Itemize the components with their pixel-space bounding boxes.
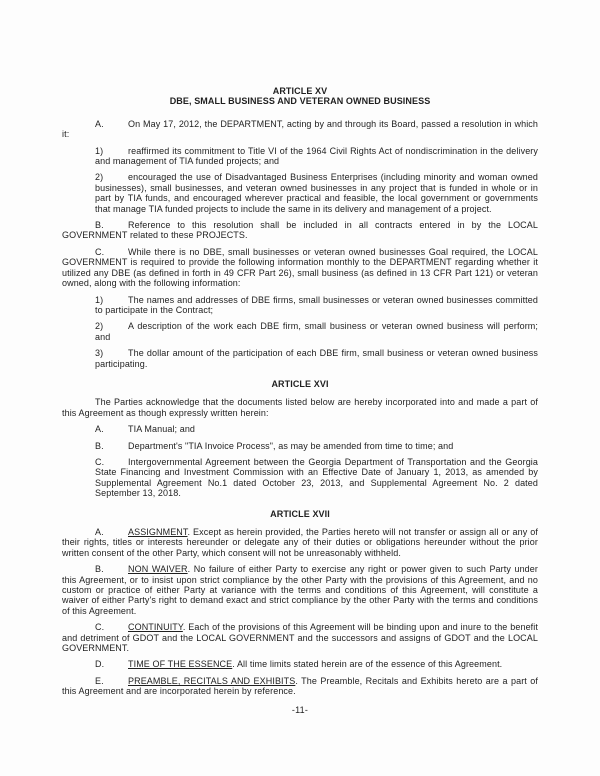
- paragraph-label: A.: [95, 118, 104, 129]
- clause-heading-time-of-essence: TIME OF THE ESSENCE: [128, 659, 233, 670]
- paragraph-label: E.: [95, 675, 104, 686]
- list-item-label: 2): [95, 321, 104, 332]
- list-item-xv-c2: [95, 321, 538, 342]
- clause-heading-non-waiver: NON WAIVER: [128, 564, 188, 575]
- list-item-text: encouraged the use of Disadvantaged Business Enterprises (including minority and woman owned businesses), small businesses, and veteran owned businesses in any project that is funded in whole or in part by TIA funds, and encouraged wherever practical and feasible, the local government or governments that manage TIA funded projects to include the same in its delivery and management of a project.: [95, 172, 538, 214]
- paragraph-label: D.: [95, 659, 105, 670]
- list-item-text: Intergovernmental Agreement between the Georgia Department of Transportation and the Georgia State Financing and Investment Commission with an Effective Date of January 1, 2013, as amended by Supplemental Agreement No.1 dated October 23, 2013, and Supplemental Agreement No. 2 dated September 13, 2018.: [95, 456, 538, 499]
- list-item-xvi-c: [95, 457, 538, 499]
- list-item-xvi-a: [95, 424, 538, 434]
- paragraph-text: . All time limits stated herein are of the essence of this Agreement.: [232, 659, 503, 670]
- clause-heading-continuity: CONTINUITY: [128, 622, 183, 633]
- paragraph-text: . No failure of either Party to exercise any right or power given to such Party under this Agreement, or to insist upon strict compliance by the other Party with the provisions of this Agreement, and no custom or practice of either Party at variance with the terms and conditions of this Agreement, will constitute a waiver of either Party's right to demand exact and strict compliance by the other Party with the terms and conditions of this Agreement.: [62, 564, 538, 616]
- list-item-label: 3): [95, 348, 104, 359]
- paragraph-label: B.: [95, 220, 104, 231]
- paragraph-text: . Except as herein provided, the Parties hereto will not transfer or assign all or any of their rights, titles or interests hereunder or delegate any of their duties or obligations hereunder without the prior written consent of the other Party, which consent will not be unreasonably withheld.: [62, 527, 538, 558]
- paragraph-xvii-b: [62, 564, 538, 616]
- list-item-xv-c3: [95, 348, 538, 369]
- clause-heading-preamble-recitals-exhibits: PREAMBLE, RECITALS AND EXHIBITS: [128, 675, 296, 686]
- list-item-label: C.: [95, 456, 105, 467]
- paragraph-text: Reference to this resolution shall be included in all contracts entered in by the LOCAL GOVERNMENT related to these PROJECTS.: [62, 220, 538, 241]
- paragraph-label: B.: [95, 564, 104, 575]
- list-item-label: 1): [95, 294, 104, 305]
- paragraph-label: A.: [95, 527, 104, 537]
- page-number: -11-: [291, 704, 309, 715]
- clause-heading-assignment: ASSIGNMENT: [128, 527, 188, 537]
- paragraph-text: While there is no DBE, small businesses or veteran owned businesses Goal required, the LOCAL GOVERNMENT is required to provide the following information monthly to the DEPARTMENT regarding whether it utilized any DBE (as defined in forth in 49 CFR Part 26), small business (as defined in 13 CFR Part 121) or veteran owned, along with the following information:: [62, 246, 538, 289]
- list-item-label: B.: [95, 440, 104, 451]
- paragraph-label: C.: [95, 246, 105, 257]
- list-item-label: 2): [95, 172, 104, 183]
- article-xvii-title: ARTICLE XVII: [270, 508, 330, 519]
- list-item-text: Department's "TIA Invoice Process", as may be amended from time to time; and: [128, 440, 454, 451]
- paragraph-xvii-a: [62, 527, 538, 558]
- article-xv-subtitle: DBE, SMALL BUSINESS AND VETERAN OWNED BUSINESS: [169, 96, 431, 107]
- list-item-text: TIA Manual; and: [128, 424, 196, 435]
- paragraph-text: On May 17, 2012, the DEPARTMENT, acting by and through its Board, passed a resolution in which it:: [62, 118, 538, 140]
- paragraph-xvii-d: [62, 659, 538, 669]
- list-item-text: A description of the work each DBE firm, small business or veteran owned business will perform; and: [95, 321, 538, 342]
- paragraph-xvii-c: [62, 622, 538, 653]
- paragraph-xv-b: [62, 220, 538, 241]
- article-xvi-title: ARTICLE XVI: [271, 378, 329, 389]
- list-item-text: The names and addresses of DBE firms, small businesses or veteran owned businesses committed to participate in the Contract;: [95, 294, 538, 315]
- paragraph-label: C.: [95, 622, 105, 633]
- article-xv-title: ARTICLE XV: [272, 86, 328, 96]
- paragraph-xv-c: [62, 247, 538, 289]
- paragraph-text: . Each of the provisions of this Agreement will be binding upon and inure to the benefit and detriment of GDOT and the LOCAL GOVERNMENT and the successors and assigns of GDOT and the LOCAL GOVERNMENT.: [62, 622, 538, 654]
- paragraph-xvii-e: [62, 676, 538, 697]
- list-item-text: reaffirmed its commitment to Title VI of the 1964 Civil Rights Act of nondiscrimination in the delivery and management of TIA funded projects; and: [95, 145, 538, 167]
- list-item-label: A.: [95, 424, 104, 435]
- list-item-label: 1): [95, 145, 104, 156]
- list-item-xvi-b: [95, 441, 538, 451]
- list-item-xv-c1: [95, 295, 538, 316]
- list-item-text: The dollar amount of the participation of each DBE firm, small business or veteran owned business participating.: [95, 348, 538, 369]
- paragraph-xv-a: [62, 119, 538, 140]
- list-item-xv-1: [95, 146, 538, 167]
- paragraph-text: . The Preamble, Recitals and Exhibits hereto are a part of this Agreement and are incorporated herein by reference.: [62, 675, 538, 697]
- paragraph-xvi-intro: The Parties acknowledge that the documents listed below are hereby incorporated into and made a part of this Agreement as though expressly written herein:: [62, 397, 538, 418]
- list-item-xv-2: [95, 172, 538, 214]
